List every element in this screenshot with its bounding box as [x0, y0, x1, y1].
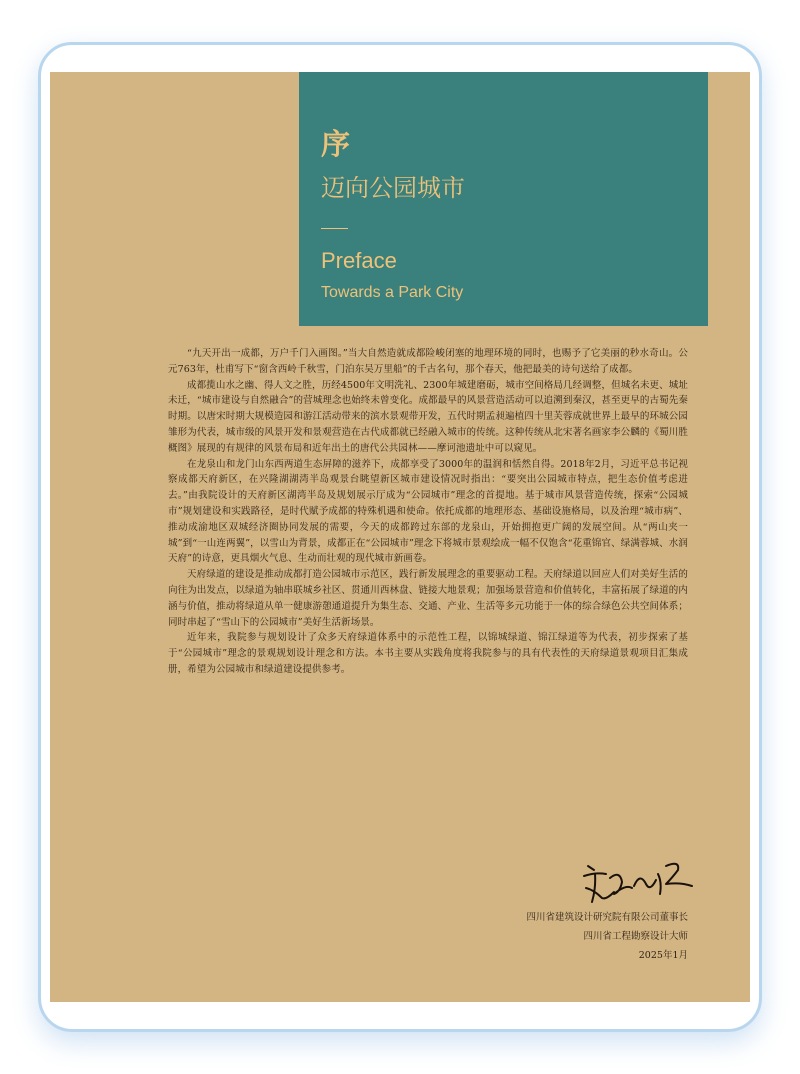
- paragraph: 成都揽山水之幽、得人文之胜，历经4500年文明洗礼、2300年城建磨砺，城市空间格局几经调整，但城名未更、城址未迁，“城市建设与自然融合”的营城理念也始终未曾变化。成都最早的风景营造活动可以追溯到秦汉，甚至更早的古蜀先秦时期。以唐宋时期大规模造园和游江活动带来的滨水景观带开发，五代时期孟昶遍植四十里芙蓉成就世界上最早的环城公园雏形为代表，城市级的风景开发和景观营造在古代成都就已经融入城市的传统。这种传统从北宋著名画家李公麟的《蜀川胜概图》展现的有规律的风景布局和近年出土的唐代公共园林——摩诃池遗址中可以窥见。: [168, 379, 688, 454]
- handwritten-signature: [580, 852, 700, 912]
- title-divider: [321, 228, 348, 229]
- document-page: [50, 72, 750, 1002]
- title-panel: [299, 72, 708, 326]
- signatory-honor: 四川省工程勘察设计大师: [583, 931, 688, 942]
- title-en: Preface: [321, 248, 397, 273]
- paragraph: 在龙泉山和龙门山东西两道生态屏障的滋养下，成都享受了3000年的温润和恬然自得。2018年2月，习近平总书记视察成都天府新区，在兴隆湖湖湾半岛观景台眺望新区城市建设情况时指出：“要突出公园城市特点，把生态价值考虑进去。”由我院设计的天府新区湖湾半岛及规划展示厅成为“公园城市”理念的首提地。基于城市风景营造传统，探索“公园城市”规划建设和实践路径，是时代赋予成都的特殊机遇和使命。依托成都的地理形态、基础设施格局，以及治理“城市病”、推动成渝地区双城经济圈协同发展的需要，今天的成都跨过东部的龙泉山，开始拥抱更广阔的发展空间。从“两山夹一城”到“一山连两翼”，以雪山为背景，成都正在“公园城市”理念下将城市景观绘成一幅不仅饱含“花重锦官、绿满蓉城、水润天府”的诗意，更具烟火气息、生动而壮观的现代城市新画卷。: [168, 458, 688, 565]
- paragraph: “九天开出一成都，万户千门入画图。”当大自然造就成都险峻闭塞的地理环境的同时，也赐予了它美丽的秒水奇山。公元763年，杜甫写下“窗含西岭千秋雪，门泊东吴万里船”的千古名句，那个春天，他把最美的诗句送给了成都。: [168, 348, 688, 375]
- title-cn: 迈向公园城市: [321, 174, 465, 202]
- title-cn-char: 序: [321, 127, 351, 161]
- signature-block: [526, 908, 688, 965]
- paragraph: 近年来，我院参与规划设计了众多天府绿道体系中的示范性工程，以锦城绿道、锦江绿道等为代表，初步探索了基于“公园城市”理念的景观规划设计理念和方法。本书主要从实践角度将我院参与的具有代表性的天府绿道景观项目汇集成册，希望为公园城市和绿道建设提供参考。: [168, 632, 688, 675]
- paragraph: 天府绿道的建设是推动成都打造公园城市示范区，践行新发展理念的重要驱动工程。天府绿道以回应人们对美好生活的向往为出发点，以绿道为轴串联城乡社区、贯通川西林盘、链接大地景观；加强场景营造和价值转化，丰富拓展了绿道的内涵与价值，推动将绿道从单一健康游憩通道提升为集生态、交通、产业、生活等多元功能于一体的综合绿色公共空间体系；同时串起了“雪山下的公园城市”美好生活新场景。: [168, 569, 688, 628]
- signature-date: 2025年1月: [638, 950, 688, 961]
- preface-body: [168, 346, 688, 678]
- signatory-title: 四川省建筑设计研究院有限公司董事长: [526, 912, 688, 923]
- subtitle-en: Towards a Park City: [321, 284, 464, 301]
